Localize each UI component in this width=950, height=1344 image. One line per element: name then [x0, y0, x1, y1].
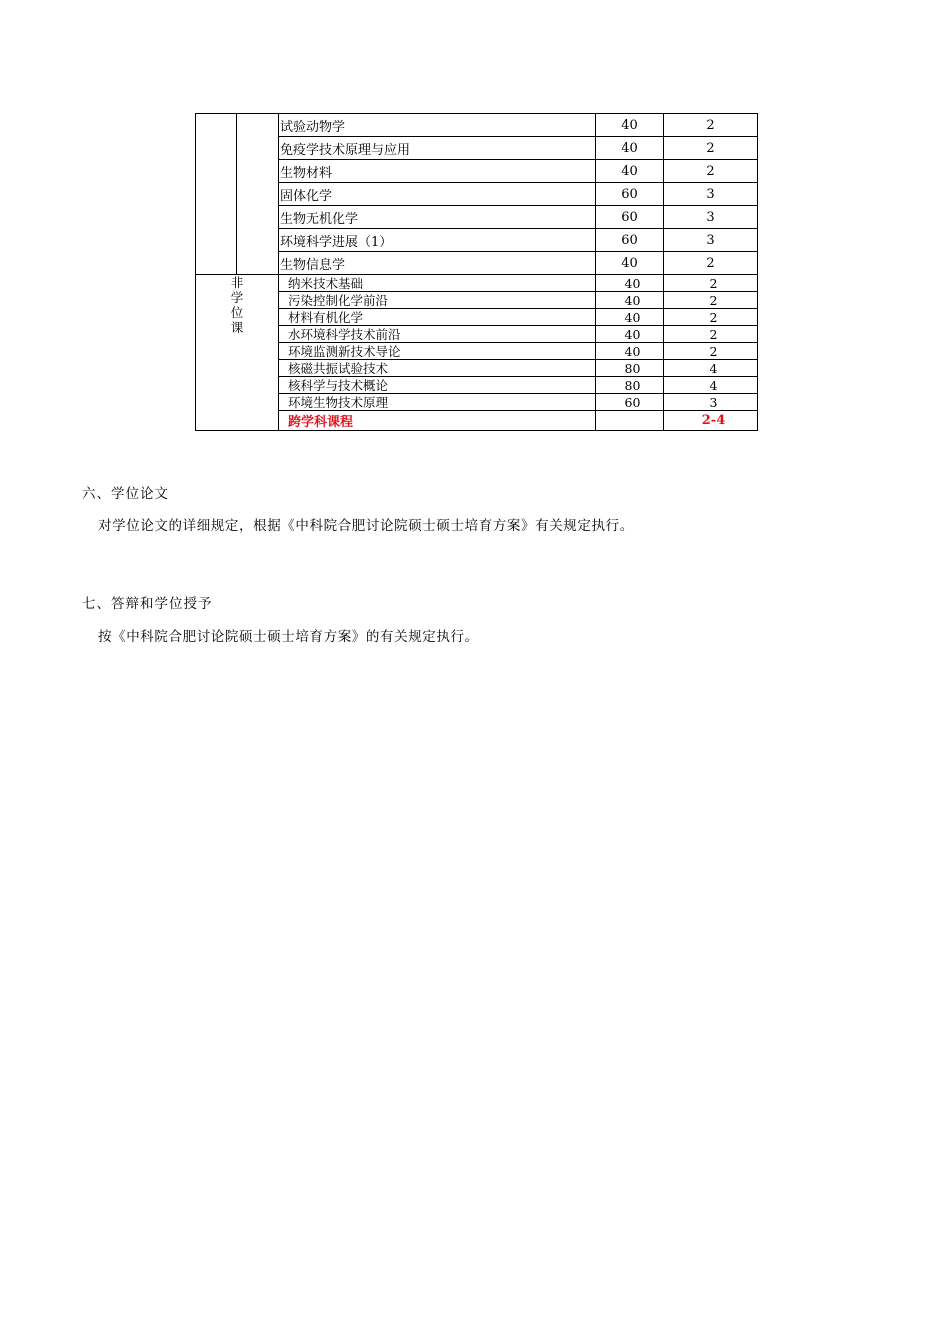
course-hours: 40: [596, 137, 664, 160]
course-name: 纳米技术基础: [279, 275, 596, 292]
course-name: 水环境科学技术前沿: [279, 326, 596, 343]
course-hours: 40: [596, 160, 664, 183]
course-credits: 4: [664, 360, 758, 377]
table-row: [196, 137, 758, 160]
course-hours: 80: [596, 360, 664, 377]
course-credits: 2: [664, 137, 758, 160]
course-hours: 80: [596, 377, 664, 394]
course-hours: 60: [596, 206, 664, 229]
course-hours: 40: [596, 275, 664, 292]
table-row: [196, 343, 758, 360]
interdisciplinary-course-credits: 2-4: [664, 411, 758, 431]
course-credits: 2: [664, 309, 758, 326]
course-credits: 2: [664, 275, 758, 292]
course-credits: 4: [664, 377, 758, 394]
non-degree-course-label: [196, 275, 279, 431]
section-7-text: 按《中科院合肥讨论院硕士硕士培育方案》的有关规定执行。: [98, 629, 479, 645]
course-name: 生物无机化学: [279, 206, 596, 229]
table-row: [196, 206, 758, 229]
course-hours: 40: [596, 252, 664, 275]
course-credits: 3: [664, 394, 758, 411]
table-row: [196, 275, 758, 292]
interdisciplinary-course-hours: [596, 411, 664, 431]
category-cell: [196, 114, 237, 275]
course-credits: 2: [664, 160, 758, 183]
label-char: 位: [230, 305, 244, 320]
interdisciplinary-course-name: 跨学科课程: [279, 411, 596, 431]
course-name: 环境生物技术原理: [279, 394, 596, 411]
course-credits: 2: [664, 292, 758, 309]
table-row: [196, 252, 758, 275]
course-hours: 40: [596, 114, 664, 137]
table-row: [196, 360, 758, 377]
label-char: 课: [230, 320, 244, 335]
course-credits: 2: [664, 326, 758, 343]
course-hours: 60: [596, 183, 664, 206]
table-row: [196, 326, 758, 343]
table-row: [196, 292, 758, 309]
course-credits: 2: [664, 343, 758, 360]
course-table: [195, 113, 758, 431]
table-row: [196, 183, 758, 206]
course-name: 材料有机化学: [279, 309, 596, 326]
section-6-text: 对学位论文的详细规定，根据《中科院合肥讨论院硕士硕士培育方案》有关规定执行。: [98, 518, 634, 534]
course-credits: 3: [664, 229, 758, 252]
course-hours: 60: [596, 394, 664, 411]
table-row: [196, 229, 758, 252]
section-6-heading: 六、学位论文: [82, 486, 169, 502]
label-char: 非: [230, 275, 244, 290]
course-hours: 40: [596, 326, 664, 343]
table-row: [196, 114, 758, 137]
course-name: 免疫学技术原理与应用: [279, 137, 596, 160]
table-row: [196, 309, 758, 326]
table-row: [196, 377, 758, 394]
course-name: 核科学与技术概论: [279, 377, 596, 394]
course-name: 污染控制化学前沿: [279, 292, 596, 309]
course-credits: 2: [664, 114, 758, 137]
course-name: 生物材料: [279, 160, 596, 183]
label-char: 学: [230, 290, 244, 305]
table-row: [196, 411, 758, 431]
subcategory-cell: [237, 114, 279, 275]
course-hours: 60: [596, 229, 664, 252]
section-7-heading: 七、答辩和学位授予: [82, 596, 213, 612]
course-credits: 3: [664, 206, 758, 229]
course-name: 试验动物学: [279, 114, 596, 137]
course-credits: 2: [664, 252, 758, 275]
course-hours: 40: [596, 292, 664, 309]
course-name: 固体化学: [279, 183, 596, 206]
table-row: [196, 394, 758, 411]
table-row: [196, 160, 758, 183]
course-hours: 40: [596, 309, 664, 326]
course-credits: 3: [664, 183, 758, 206]
course-name: 生物信息学: [279, 252, 596, 275]
course-name: 核磁共振试验技术: [279, 360, 596, 377]
course-hours: 40: [596, 343, 664, 360]
course-name: 环境监测新技术导论: [279, 343, 596, 360]
course-name: 环境科学进展（1）: [279, 229, 596, 252]
